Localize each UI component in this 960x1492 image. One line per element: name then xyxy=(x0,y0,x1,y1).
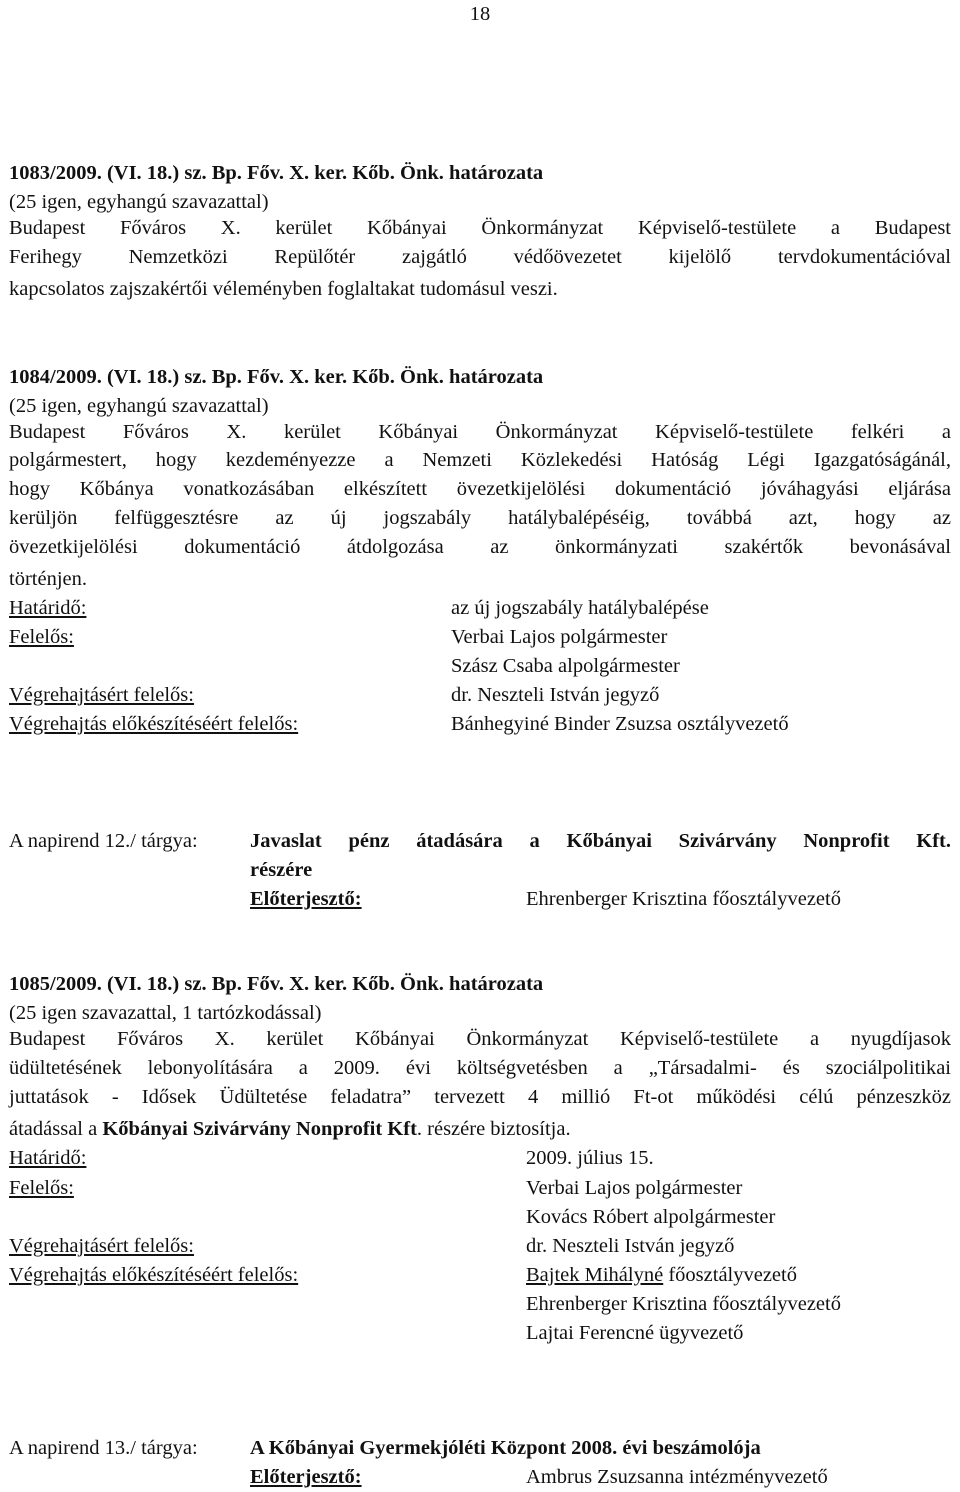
presenter-label: Előterjesztő: xyxy=(250,1466,362,1488)
prep-responsible-label: Végrehajtás előkészítéséért felelős: xyxy=(9,1264,299,1286)
vote-result: (25 igen, egyhangú szavazattal) xyxy=(9,395,269,417)
agenda-title: A Kőbányai Gyermekjóléti Központ 2008. évi beszámolója xyxy=(250,1437,761,1459)
presenter-value: Ambrus Zsuzsanna intézményvezető xyxy=(526,1466,828,1488)
deadline-value: az új jogszabály hatálybalépése xyxy=(451,597,709,619)
prep-responsible-label: Végrehajtás előkészítéséért felelős: xyxy=(9,713,299,735)
agenda-label: A napirend 13./ tárgya: xyxy=(9,1437,198,1459)
person-name: Bajtek Mihályné xyxy=(526,1264,664,1286)
body-line: kapcsolatos zajszakértői véleményben foglaltakat tudomásul veszi. xyxy=(9,278,558,300)
deadline-label: Határidő: xyxy=(9,1147,87,1169)
body-text: . részére biztosítja. xyxy=(416,1118,571,1140)
body-line: polgármestert, hogy kezdeményezze a Nemzeti Közlekedési Hatóság Légi Igazgatóságánál, xyxy=(9,449,951,471)
organization-name: Kőbányai Szivárvány Nonprofit Kft xyxy=(102,1118,417,1140)
exec-responsible-value: dr. Neszteli István jegyző xyxy=(526,1235,735,1257)
body-line: Budapest Főváros X. kerület Kőbányai Önkormányzat Képviselő-testülete felkéri a xyxy=(9,421,951,443)
responsible-value: Szász Csaba alpolgármester xyxy=(451,655,680,677)
body-line: kerüljön felfüggesztésre az új jogszabály hatálybalépéséig, továbbá azt, hogy az xyxy=(9,507,951,529)
body-line: hogy Kőbánya vonatkozásában elkészített övezetkijelölési dokumentáció jóváhagyási eljárása xyxy=(9,478,951,500)
body-text: átadással a xyxy=(9,1118,103,1140)
exec-responsible-label: Végrehajtásért felelős: xyxy=(9,684,194,706)
body-line xyxy=(9,1115,571,1144)
body-line: juttatások - Idősek Üdültetése feladatra” tervezett 4 millió Ft-ot működési célú pénzeszköz xyxy=(9,1086,951,1108)
deadline-value: 2009. július 15. xyxy=(526,1147,654,1169)
vote-result: (25 igen, egyhangú szavazattal) xyxy=(9,191,269,213)
resolution-heading: 1083/2009. (VI. 18.) sz. Bp. Főv. X. ker. Kőb. Önk. határozata xyxy=(9,162,544,184)
responsible-value: Kovács Róbert alpolgármester xyxy=(526,1206,776,1228)
agenda-label: A napirend 12./ tárgya: xyxy=(9,830,198,852)
page-number: 18 xyxy=(469,3,491,25)
deadline-label: Határidő: xyxy=(9,597,87,619)
agenda-title: Javaslat pénz átadására a Kőbányai Szivárvány Nonprofit Kft. xyxy=(250,830,951,852)
agenda-title-cont: részére xyxy=(250,859,313,881)
exec-responsible-value: dr. Neszteli István jegyző xyxy=(451,684,660,706)
presenter-value: Ehrenberger Krisztina főosztályvezető xyxy=(526,888,841,910)
responsible-value: Verbai Lajos polgármester xyxy=(451,626,668,648)
body-line: Ferihegy Nemzetközi Repülőtér zajgátló védőövezetet kijelölő tervdokumentációval xyxy=(9,246,951,268)
prep-responsible-value: Ehrenberger Krisztina főosztályvezető xyxy=(526,1293,841,1315)
exec-responsible-label: Végrehajtásért felelős: xyxy=(9,1235,194,1257)
prep-responsible-value: Bánhegyiné Binder Zsuzsa osztályvezető xyxy=(451,713,789,735)
responsible-label: Felelős: xyxy=(9,1177,74,1199)
responsible-label: Felelős: xyxy=(9,626,74,648)
body-line: övezetkijelölési dokumentáció átdolgozása az önkormányzati szakértők bevonásával xyxy=(9,536,951,558)
body-line: üdültetésének lebonyolítására a 2009. évi költségvetésben a „Társadalmi- és szociálpolitikai xyxy=(9,1057,951,1079)
resolution-heading: 1084/2009. (VI. 18.) sz. Bp. Főv. X. ker. Kőb. Önk. határozata xyxy=(9,366,544,388)
prep-responsible-value xyxy=(526,1261,797,1290)
responsible-value: Verbai Lajos polgármester xyxy=(526,1177,743,1199)
body-line: történjen. xyxy=(9,568,87,590)
presenter-label: Előterjesztő: xyxy=(250,888,362,910)
body-line: Budapest Főváros X. kerület Kőbányai Önkormányzat Képviselő-testülete a Budapest xyxy=(9,217,951,239)
person-title: főosztályvezető xyxy=(663,1264,797,1286)
body-line: Budapest Főváros X. kerület Kőbányai Önkormányzat Képviselő-testülete a nyugdíjasok xyxy=(9,1028,951,1050)
resolution-heading: 1085/2009. (VI. 18.) sz. Bp. Főv. X. ker. Kőb. Önk. határozata xyxy=(9,973,544,995)
vote-result: (25 igen szavazattal, 1 tartózkodással) xyxy=(9,1002,322,1024)
prep-responsible-value: Lajtai Ferencné ügyvezető xyxy=(526,1322,744,1344)
